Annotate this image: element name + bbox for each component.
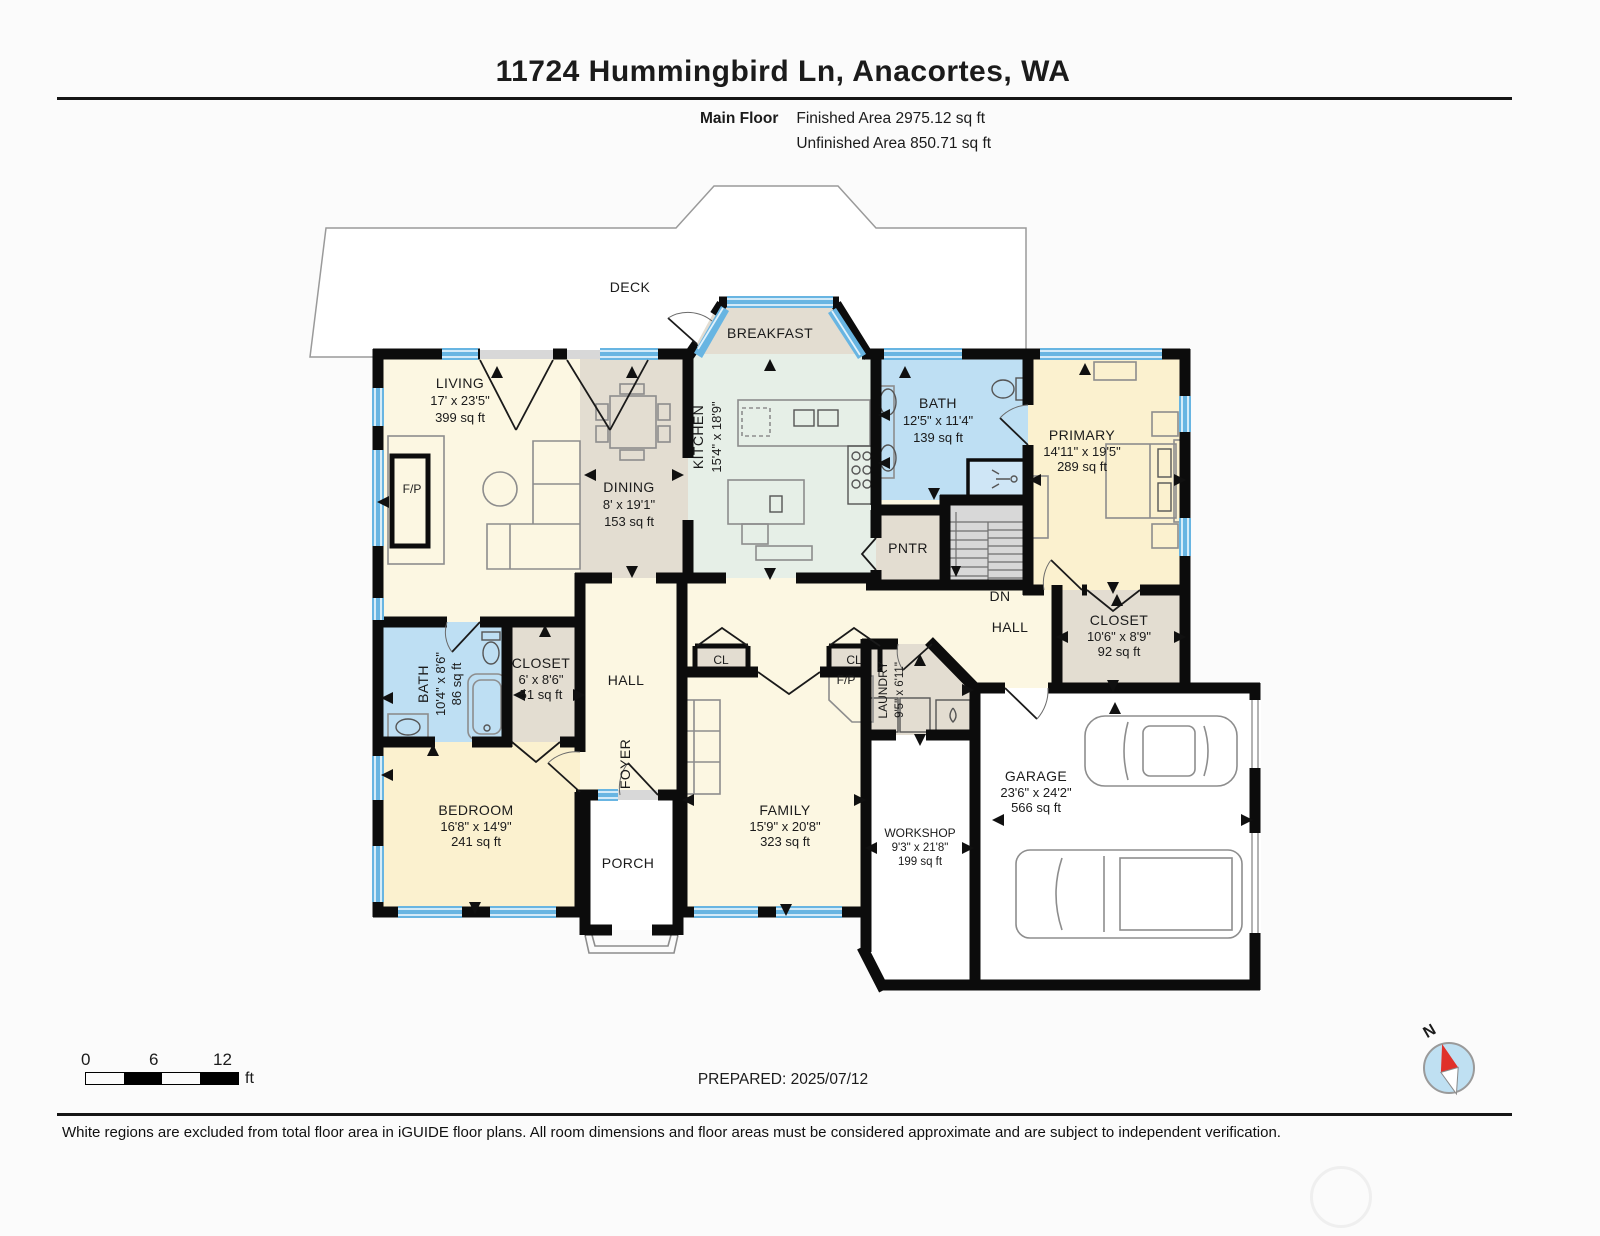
svg-text:241 sq ft: 241 sq ft	[451, 834, 501, 849]
svg-text:17' x 23'5": 17' x 23'5"	[430, 393, 490, 408]
svg-text:289 sq ft: 289 sq ft	[1057, 459, 1107, 474]
closet-label-cl-left	[713, 653, 729, 667]
svg-text:399 sq ft: 399 sq ft	[435, 410, 485, 425]
svg-text:BATH: BATH	[415, 665, 431, 703]
svg-text:LAUNDRY: LAUNDRY	[876, 661, 890, 719]
svg-text:PORCH: PORCH	[601, 855, 655, 871]
prepared-date: PREPARED: 2025/07/12	[697, 1071, 869, 1088]
room-label-pantry	[888, 540, 928, 556]
scale-tick-12: 12	[213, 1050, 232, 1069]
svg-text:DINING: DINING	[603, 479, 655, 495]
svg-text:12'5" x 11'4": 12'5" x 11'4"	[902, 413, 974, 428]
svg-text:PNTR: PNTR	[888, 540, 928, 556]
room-label-living	[430, 375, 490, 425]
room-label-foyer	[617, 739, 633, 789]
svg-text:86 sq ft: 86 sq ft	[449, 662, 464, 706]
fireplace-label-family	[837, 673, 856, 687]
svg-text:51 sq ft: 51 sq ft	[519, 687, 563, 702]
svg-text:9'5" x 6'11": 9'5" x 6'11"	[894, 662, 906, 718]
floor-label: Main Floor	[700, 110, 779, 127]
deck-outline	[310, 186, 1026, 357]
fireplace-label-living	[403, 482, 422, 496]
svg-text:BATH: BATH	[919, 395, 957, 411]
svg-text:PRIMARY: PRIMARY	[1048, 427, 1116, 443]
svg-text:139 sq ft: 139 sq ft	[913, 430, 963, 445]
compass-icon	[1402, 1018, 1498, 1110]
svg-text:WORKSHOP: WORKSHOP	[884, 826, 956, 840]
unfinished-area: Unfinished Area 850.71 sq ft	[796, 135, 992, 152]
svg-text:DECK: DECK	[609, 279, 651, 295]
svg-text:HALL: HALL	[991, 619, 1029, 635]
svg-text:FAMILY: FAMILY	[759, 802, 811, 818]
svg-text:CL: CL	[713, 653, 729, 667]
svg-text:8' x 19'1": 8' x 19'1"	[602, 497, 656, 512]
svg-text:14'11" x 19'5": 14'11" x 19'5"	[1043, 444, 1121, 459]
svg-text:9'3" x 21'8": 9'3" x 21'8"	[891, 842, 949, 854]
svg-text:10'6" x 8'9": 10'6" x 8'9"	[1086, 629, 1152, 644]
svg-text:153 sq ft: 153 sq ft	[604, 514, 654, 529]
svg-text:566 sq ft: 566 sq ft	[1011, 800, 1061, 815]
room-label-hall-right	[992, 619, 1029, 635]
svg-text:15'4" x 18'9": 15'4" x 18'9"	[709, 401, 724, 473]
room-label-dn	[989, 588, 1010, 604]
svg-text:F/P: F/P	[836, 673, 856, 687]
room-label-porch	[602, 855, 655, 871]
scale-tick-6: 6	[149, 1050, 159, 1069]
svg-text:BREAKFAST: BREAKFAST	[726, 325, 814, 341]
closet-label-cl-right	[846, 653, 862, 667]
svg-text:10'4" x 8'6": 10'4" x 8'6"	[433, 651, 448, 717]
svg-text:CLOSET: CLOSET	[1089, 612, 1149, 628]
svg-text:F/P: F/P	[402, 482, 422, 496]
svg-text:FOYER: FOYER	[617, 738, 633, 790]
svg-text:CL: CL	[846, 653, 862, 667]
svg-text:DN: DN	[989, 588, 1011, 604]
room-label-closet-left	[512, 655, 570, 702]
room-label-dining	[603, 479, 656, 529]
svg-text:GARAGE: GARAGE	[1004, 768, 1068, 784]
room-label-breakfast	[727, 325, 813, 341]
scale-tick-0: 0	[81, 1050, 91, 1069]
svg-text:199 sq ft: 199 sq ft	[897, 856, 943, 868]
scale-unit: ft	[245, 1070, 254, 1087]
svg-text:15'9" x 20'8": 15'9" x 20'8"	[749, 819, 821, 834]
svg-text:CLOSET: CLOSET	[511, 655, 571, 671]
svg-text:KITCHEN: KITCHEN	[690, 404, 706, 470]
compass-north-label: N	[1420, 1021, 1440, 1042]
room-label-hall-left	[608, 672, 645, 688]
svg-text:92 sq ft: 92 sq ft	[1097, 644, 1141, 659]
svg-text:LIVING: LIVING	[435, 375, 485, 391]
room-label-deck	[610, 279, 651, 295]
footer-divider	[57, 1113, 1512, 1116]
page-title: 11724 Hummingbird Ln, Anacortes, WA	[495, 55, 1071, 88]
watermark-circle	[1310, 1166, 1372, 1228]
svg-text:BEDROOM: BEDROOM	[438, 802, 514, 818]
svg-text:6' x 8'6": 6' x 8'6"	[518, 672, 564, 687]
svg-text:HALL: HALL	[607, 672, 645, 688]
finished-area: Finished Area 2975.12 sq ft	[796, 110, 986, 127]
disclaimer-text: White regions are excluded from total floor area in iGUIDE floor plans. All room dimensions and floor areas must be considered approximate and are subject to independent verification.	[62, 1124, 1281, 1141]
svg-text:23'6" x 24'2": 23'6" x 24'2"	[1000, 785, 1072, 800]
svg-text:16'8" x 14'9": 16'8" x 14'9"	[440, 819, 512, 834]
svg-text:323 sq ft: 323 sq ft	[760, 834, 810, 849]
